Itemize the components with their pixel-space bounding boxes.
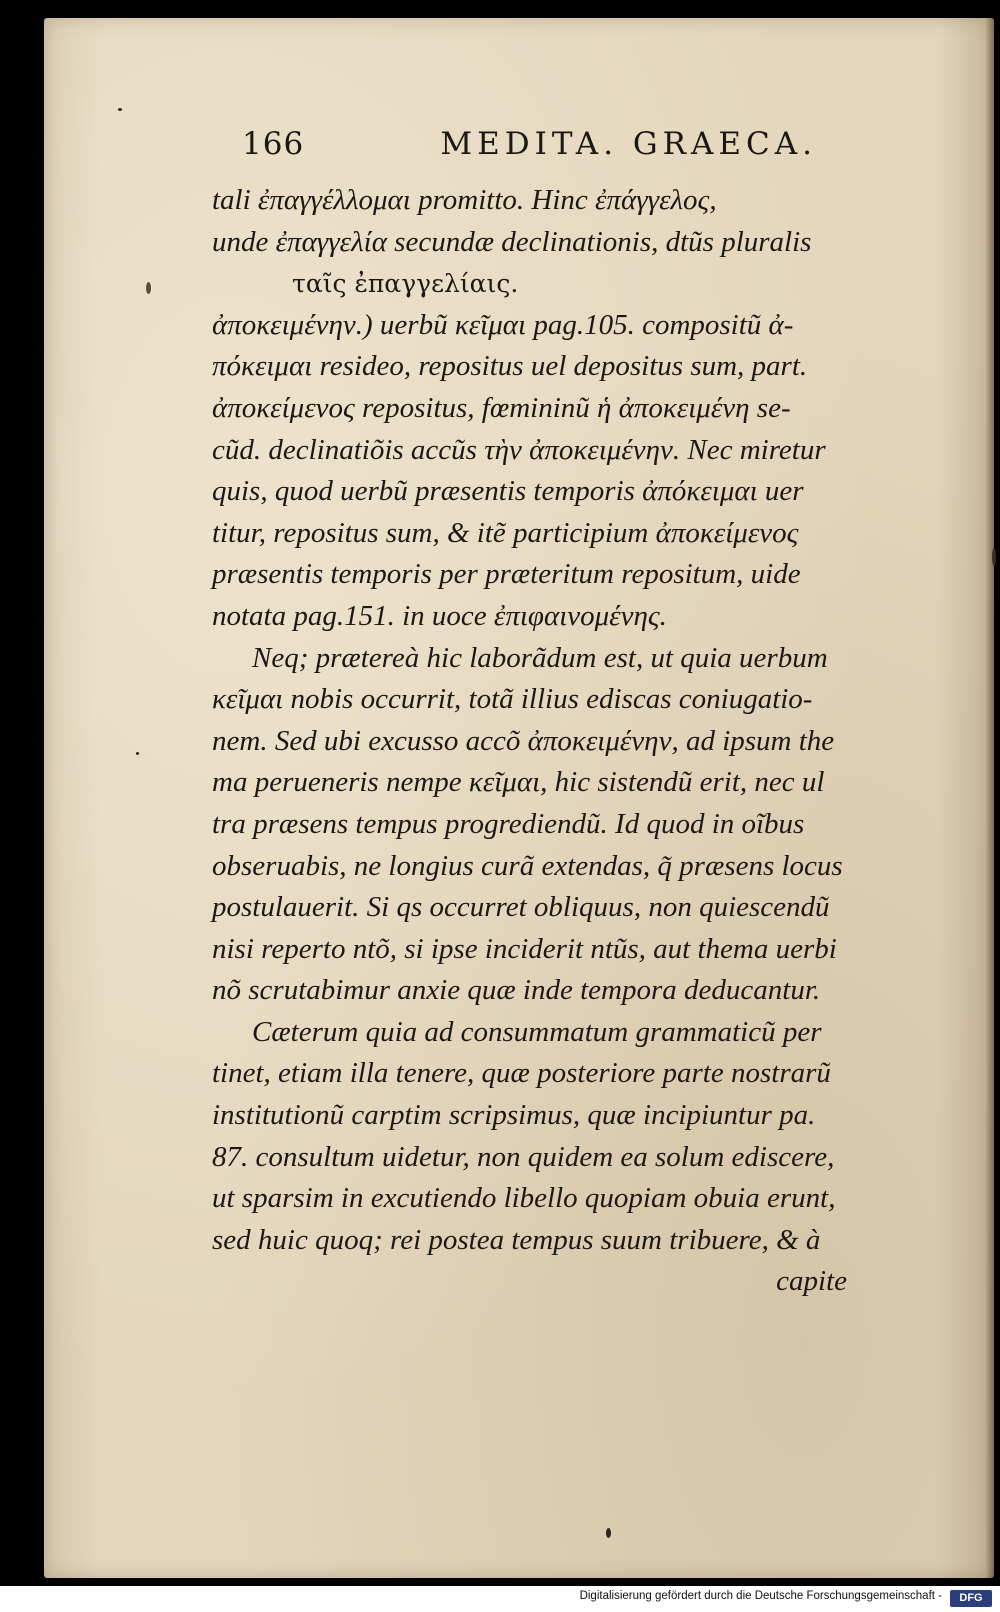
ink-speck: [606, 1528, 611, 1538]
running-head: [242, 126, 817, 176]
text-line: titur, repositus sum, & itẽ participium ἀποκείμενος: [212, 516, 799, 549]
text-line: institutionũ carptim scripsimus, quæ incipiuntur pa.: [212, 1099, 816, 1132]
text-line: 87. consultum uidetur, non quidem ea solum ediscere,: [212, 1140, 835, 1173]
text-line: Neq; prætereà hic laborãdum est, ut quia uerbum: [252, 641, 828, 674]
text-line: obseruabis, ne longius curã extendas, q̃ præsens locus: [212, 849, 843, 882]
text-line: πόκειμαι resideo, repositus uel depositus sum, part.: [212, 350, 808, 383]
running-title: MEDITA. GRAECA.: [440, 126, 817, 162]
ink-speck: [118, 108, 122, 111]
ink-speck: [136, 752, 139, 755]
text-line: ἀποκείμενος repositus, fœmininũ ἡ ἀποκειμένη se-: [212, 391, 791, 424]
dfg-logo[interactable]: DFG: [950, 1590, 992, 1607]
text-line: ταῖς ἐπαγγελίαις.: [292, 269, 519, 299]
text-line: quis, quod uerbũ præsentis temporis ἀπόκειμαι uer: [212, 475, 804, 508]
footer-credit: Digitalisierung gefördert durch die Deutsche Forschungsgemeinschaft -: [579, 1590, 942, 1602]
page-edge-shadow: [986, 18, 994, 1578]
text-line: tra præsens tempus progrediendũ. Id quod in oĩbus: [212, 807, 805, 840]
text-line: ma perueneris nempe κεῖμαι, hic sistendũ erit, nec ul: [212, 766, 825, 799]
text-line: ἀποκειμένην.) uerbũ κεῖμαι pag.105. compositũ ἀ-: [212, 308, 794, 341]
text-line: cũd. declinatiõis accũs τὴν ἀποκειμένην. Nec miretur: [212, 433, 826, 466]
text-line: nõ scrutabimur anxie quæ inde tempora deducantur.: [212, 974, 821, 1007]
text-line: unde ἐπαγγελία secundæ declinationis, dtũs pluralis: [212, 225, 812, 258]
text-line: κεῖμαι nobis occurrit, totã illius ediscas coniugatio-: [212, 683, 813, 716]
body-text: [212, 180, 847, 1303]
digitization-footer: [0, 1586, 1000, 1612]
text-line: ut sparsim in excutiendo libello quopiam obuia erunt,: [212, 1182, 836, 1215]
text-line: nem. Sed ubi excusso accõ ἀποκειμένην, ad ipsum the: [212, 724, 835, 757]
page-number: 166: [242, 126, 305, 162]
text-line: tinet, etiam illa tenere, quæ posteriore parte nostrarũ: [212, 1057, 831, 1090]
ink-speck: [992, 548, 996, 566]
catchword: capite: [776, 1265, 847, 1298]
text-line: tali ἐπαγγέλλομαι promitto. Hinc ἐπάγγελος,: [212, 184, 717, 216]
text-line: nisi reperto ntõ, si ipse inciderit ntũs, aut thema uerbi: [212, 932, 837, 965]
text-line: Cæterum quia ad consummatum grammaticũ per: [252, 1015, 822, 1048]
text-line: postulauerit. Si qs occurret obliquus, non quiescendũ: [212, 891, 830, 924]
text-line: præsentis temporis per præteritum repositum, uide: [212, 558, 801, 591]
ink-speck: [146, 282, 151, 294]
text-line: sed huic quoq; rei postea tempus suum tribuere, & à: [212, 1223, 821, 1256]
text-line: notata pag.151. in uoce ἐπιφαινομένης.: [212, 599, 667, 632]
